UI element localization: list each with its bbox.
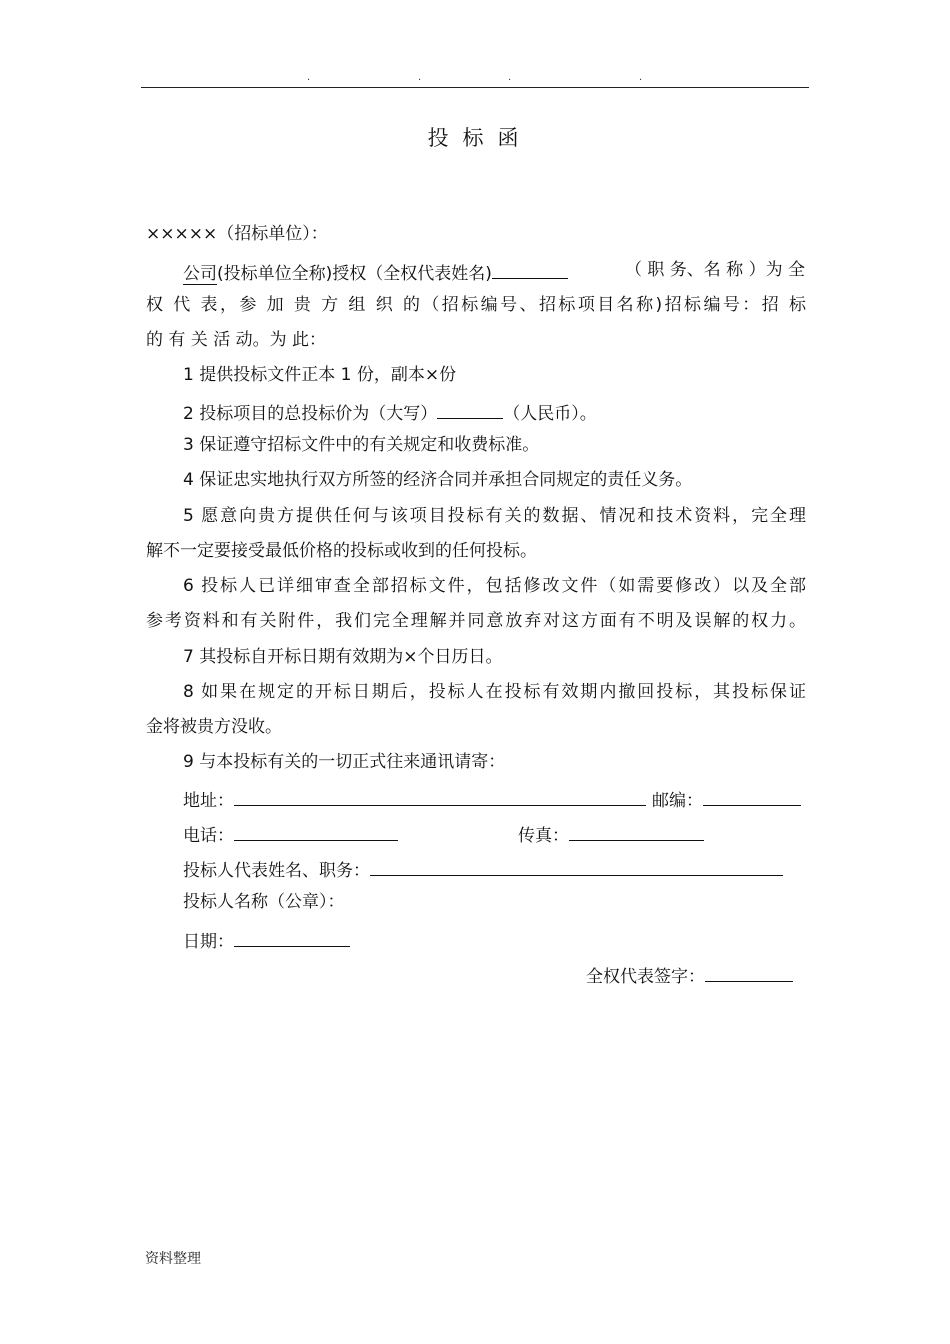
address-row [183,785,646,813]
item-5-line-2: 解不一定要接受最低价格的投标或收到的任何投标。 [146,541,537,561]
item-8-line-1: 8 如果在规定的开标日期后，投标人在投标有效期内撤回投标，其投标保证 [183,682,806,702]
postcode-row [652,785,801,813]
header-dot: . [639,72,643,83]
item-6-line-1: 6 投标人已详细审查全部招标文件，包括修改文件（如需要修改）以及全部 [183,576,806,596]
item-6-line-2: 参考资料和有关附件，我们完全理解并同意放弃对这方面有不明及误解的权力。 [146,611,806,631]
item-2-suffix: （人民币）。 [503,404,597,424]
signature-row [586,961,793,989]
authorization-line-3: 的 有 关 活 动。为 此： [146,330,327,350]
header-dots [141,72,809,86]
item-2-text: 2 投标项目的总投标价为（大写） [183,404,438,424]
item-5-line-1: 5 愿意向贵方提供任何与该项目投标有关的数据、情况和技术资料，完全理 [183,506,806,526]
authorization-text: (投标单位全称)授权（全权代表姓名) [217,264,492,284]
item-9: 9 与本投标有关的一切正式往来通讯请寄： [183,752,506,772]
date-field[interactable] [234,926,350,947]
postcode-field[interactable] [703,785,801,806]
representative-row [183,855,783,883]
phone-label: 电话： [183,826,234,846]
address-field[interactable] [234,785,646,806]
authorization-line-1-end: （ 职 务、名 称 ）为 全 [624,260,805,280]
footer-note: 资料整理 [145,1251,201,1267]
header-rule [141,87,809,88]
signature-field[interactable] [705,961,793,982]
signature-label: 全权代表签字： [586,967,705,987]
authorization-line-1 [183,258,568,286]
item-1: 1 提供投标文件正本 1 份，副本×份 [183,365,457,385]
date-label: 日期： [183,932,234,952]
address-label: 地址： [183,791,234,811]
fax-row [518,820,704,848]
item-3: 3 保证遵守招标文件中的有关规定和收费标准。 [183,435,540,455]
document-title: 投标函 [427,126,533,150]
item-4: 4 保证忠实地执行双方所签的经济合同并承担合同规定的责任义务。 [183,470,693,490]
header-dot: . [418,72,422,83]
date-row [183,926,350,954]
salutation: ×××××（招标单位）： [146,224,328,244]
representative-name-blank[interactable] [492,258,568,279]
postcode-label: 邮编： [652,791,703,811]
authorization-line-2: 权 代 表，参 加 贵 方 组 织 的（招标编号、招标项目名称)招标编号：招 标 [146,295,806,315]
company-name: 公司 [183,264,217,284]
fax-label: 传真： [518,826,569,846]
phone-field[interactable] [234,820,398,841]
total-price-blank[interactable] [437,398,503,419]
bidder-name-label: 投标人名称（公章）： [183,892,345,912]
header-dot: . [508,72,512,83]
item-8-line-2: 金将被贵方没收。 [146,717,282,737]
header-dot: . [307,72,311,83]
phone-row [183,820,398,848]
representative-label: 投标人代表姓名、职务： [183,861,370,881]
fax-field[interactable] [569,820,704,841]
representative-field[interactable] [370,855,783,876]
item-2 [183,398,597,426]
item-7: 7 其投标自开标日期有效期为×个日历日。 [183,647,503,667]
